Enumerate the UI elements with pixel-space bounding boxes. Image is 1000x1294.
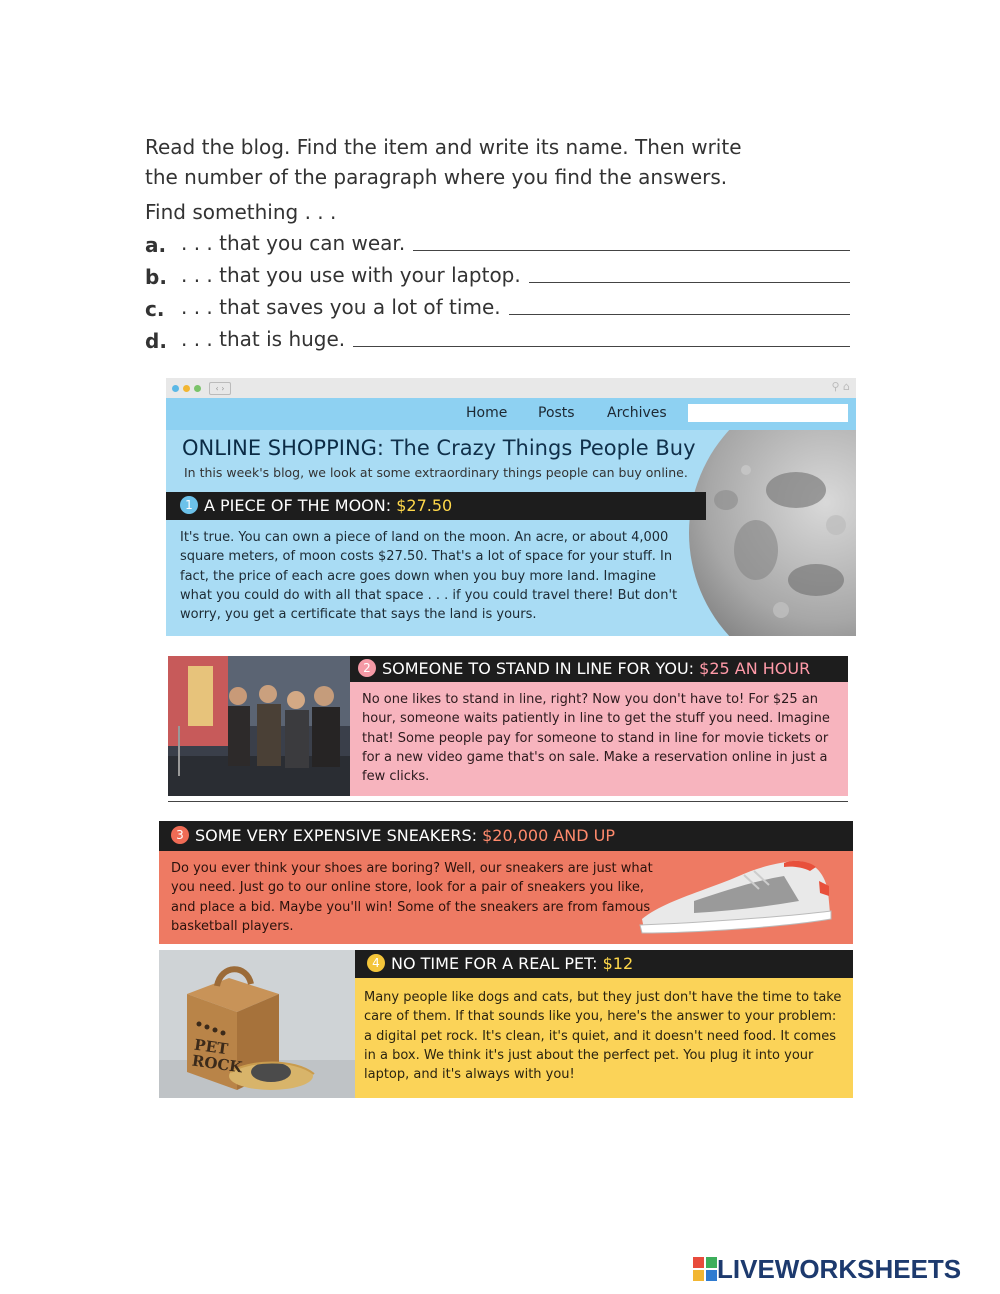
nav-posts: Posts [538, 405, 575, 421]
nav-home: Home [466, 405, 508, 421]
question-text: . . . that you use with your laptop. [181, 263, 521, 287]
section-2-body: No one likes to stand in line, right? Now you don't have to! For $25 an hour, someone waits patiently in line to get the stuff you need. Imagine that! Some people pay for someone to stand in line for movie tickets or for a new video game that's on sale. Make a reservation online in just a few clicks. [362, 692, 830, 785]
blog-title [182, 436, 696, 460]
section-price: $27.50 [396, 496, 453, 515]
answer-line-c[interactable] [509, 313, 850, 315]
browser-window [166, 378, 856, 636]
question-b [145, 259, 850, 289]
section-number-badge: 3 [171, 826, 189, 844]
instructions [145, 132, 845, 192]
section-heading-text: SOMEONE TO STAND IN LINE FOR YOU: [382, 659, 695, 678]
section-price: $12 [602, 954, 634, 973]
question-text: . . . that you can wear. [181, 231, 406, 255]
answer-line-a[interactable] [413, 249, 850, 251]
divider [168, 801, 848, 802]
window-dot-icon [172, 385, 179, 392]
browser-chrome [166, 378, 856, 398]
section-heading-text: A PIECE OF THE MOON: [204, 496, 392, 515]
blog-navbar [166, 398, 856, 430]
instruction-line-2: the number of the paragraph where you find the answers. [145, 165, 728, 189]
section-2 [168, 656, 848, 796]
liveworksheets-logo [693, 1254, 961, 1284]
pet-rock-box-image [159, 950, 355, 1098]
section-3 [159, 821, 853, 944]
question-letter: a. [145, 233, 167, 257]
section-2-heading [350, 656, 848, 682]
instruction-line-1: Read the blog. Find the item and write its name. Then write [145, 135, 742, 159]
blog-title-bold: ONLINE SHOPPING: [182, 436, 385, 460]
question-a [145, 227, 850, 257]
section-1-body: It's true. You can own a piece of land on the moon. An acre, or about 4,000 square meters, of moon costs $27.50. That's a lot of space for your stuff. In fact, the price of each acre goes down when you buy more land. Imagine what you could do with all that space . . . if you could travel there! But don't worry, you get a certificate that says the land is yours. [180, 530, 678, 623]
section-number-badge: 2 [358, 659, 376, 677]
search-box [688, 404, 848, 422]
box-label: PET ROCK [190, 1035, 244, 1077]
question-d [145, 323, 850, 353]
back-forward-icon: ‹ › [209, 382, 231, 395]
moon-image [686, 430, 856, 636]
question-letter: d. [145, 329, 167, 353]
section-4-heading [355, 950, 853, 978]
find-something-label: Find something . . . [145, 200, 337, 224]
section-4-body: Many people like dogs and cats, but they just don't have the time to take care of them. If that sounds like you, here's the answer to your problem: a digital pet rock. It's clean, it's quiet, and it doesn't need food. It comes in a box. We think it's just about the perfect pet. You plug it into your laptop, and it's always with you! [364, 990, 842, 1083]
search-home-icon: ⚲ ⌂ [831, 380, 850, 393]
section-1-heading [166, 492, 706, 520]
nav-archives: Archives [607, 405, 667, 421]
question-letter: c. [145, 297, 165, 321]
blog-subtitle: In this week's blog, we look at some extraordinary things people can buy online. [184, 465, 688, 480]
section-4 [159, 950, 853, 1098]
blog-title-rest: The Crazy Things People Buy [384, 436, 696, 460]
section-price: $20,000 AND UP [482, 826, 616, 845]
section-price: $25 AN HOUR [699, 659, 811, 678]
people-in-line-image [168, 656, 350, 796]
answer-line-b[interactable] [529, 281, 850, 283]
section-heading-text: SOME VERY EXPENSIVE SNEAKERS: [195, 826, 478, 845]
question-text: . . . that is huge. [181, 327, 346, 351]
question-text: . . . that saves you a lot of time. [181, 295, 501, 319]
answer-line-d[interactable] [353, 345, 850, 347]
section-number-badge: 1 [180, 496, 198, 514]
logo-text: LIVEWORKSHEETS [717, 1253, 962, 1284]
logo-grid-icon [693, 1257, 717, 1281]
section-heading-text: NO TIME FOR A REAL PET: [391, 954, 598, 973]
window-dot-icon [183, 385, 190, 392]
window-dot-icon [194, 385, 201, 392]
sneaker-image [634, 841, 834, 941]
section-number-badge: 4 [367, 954, 385, 972]
section-3-body: Do you ever think your shoes are boring? Well, our sneakers are just what you need. Just go to our online store, look for a pair of sneakers you like, and place a bid. Maybe you'll win! Some of the sneakers are from famous basketball players. [171, 861, 653, 934]
question-c [145, 291, 850, 321]
question-letter: b. [145, 265, 167, 289]
